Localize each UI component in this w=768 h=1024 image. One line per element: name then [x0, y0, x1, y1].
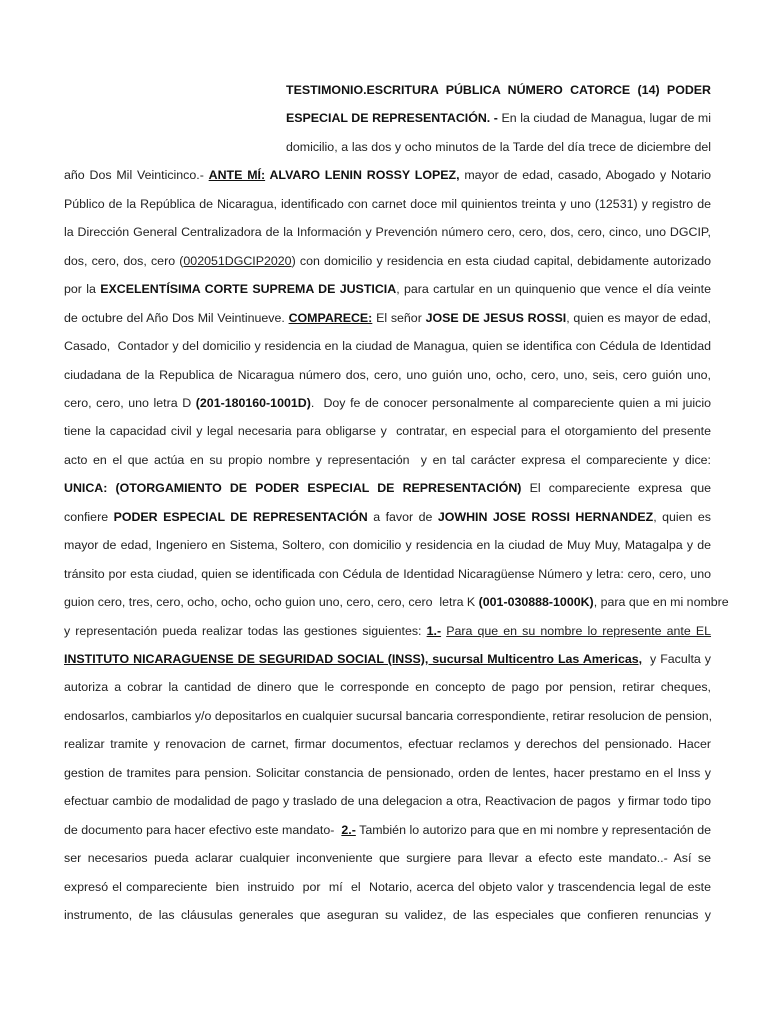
body-text: ciudadana de la Republica de Nicaragua número dos, cero, uno guión uno, ocho, cero, uno, seis, cero guión uno, — [64, 367, 711, 382]
bold-text: 2.- — [341, 822, 356, 837]
body-text: , para cartular en un quinquenio que vence el día veinte — [396, 282, 712, 297]
document-line — [64, 734, 711, 754]
document-line — [64, 251, 711, 271]
bold-text: INSTITUTO NICARAGUENSE DE SEGURIDAD SOCIAL (INSS), sucursal Multicentro Las Americas, — [64, 652, 643, 666]
body-text: año Dos Mil Veinticinco.- — [64, 168, 209, 183]
document-line — [64, 848, 711, 868]
document-line — [64, 706, 711, 726]
document-line — [64, 308, 711, 328]
document-line — [64, 791, 711, 811]
body-text: Para que en su nombre lo represente ante EL — [446, 623, 712, 638]
document-line — [64, 279, 711, 299]
body-text: instrumento, de las cláusulas generales que aseguran su validez, de las especiales que confieren renuncias y — [64, 908, 711, 923]
document-line — [64, 165, 711, 185]
document-line — [286, 137, 711, 157]
body-text: confiere — [64, 509, 114, 524]
body-text: expresó el compareciente bien instruido por mí el Notario, acerca del objeto valor y trascendencia legal de este — [64, 879, 711, 894]
bold-text: JOWHIN JOSE ROSSI HERNANDEZ — [437, 509, 654, 524]
bold-text: ANTE MÍ: — [208, 168, 266, 183]
body-text: gestion de tramites para pension. Solicitar constancia de pensionado, orden de lentes, hacer prestamo en el Inss y — [64, 765, 711, 780]
body-text: la Dirección General Centralizadora de la Información y Prevención número cero, cero, dos, cero, cinco, uno DGCIP, — [64, 225, 711, 240]
body-text: 002051DGCIP2020 — [183, 253, 292, 268]
body-text: , quien es — [653, 509, 712, 524]
body-text: tiene la capacidad civil y legal necesaria para obligarse y contratar, en especial para el otorgamiento del presente — [64, 424, 711, 439]
body-text: y Faculta y — [642, 652, 711, 666]
body-text: También lo autorizo para que en mi nombre y representación de — [355, 822, 711, 837]
body-text: guion cero, tres, cero, ocho, ocho, ocho guion uno, cero, cero, cero letra K — [64, 595, 479, 610]
body-text: efectuar cambio de modalidad de pago y traslado de una delegacion a otra, Reactivacion de pagos y firmar todo tipo — [64, 794, 711, 809]
body-text: autoriza a cobrar la cantidad de dinero que le corresponde en concepto de pago por pension, retirar cheques, — [64, 680, 711, 695]
body-text: de documento para hacer efectivo este mandato- — [64, 822, 342, 837]
bold-text: (201-180160-1001D) — [195, 395, 311, 410]
bold-text: (001-030888-1000K) — [478, 595, 594, 610]
document-line — [64, 478, 711, 498]
document-line — [64, 877, 711, 897]
document-line — [64, 649, 711, 669]
document-line — [64, 421, 711, 441]
body-text: ) con domicilio y residencia en esta ciudad capital, debidamente autorizado — [291, 253, 711, 268]
body-text: domicilio, a las dos y ocho minutos de la Tarde del día trece de diciembre del — [286, 139, 711, 154]
body-text: a favor de — [367, 509, 438, 524]
document-line — [64, 763, 711, 783]
document-line — [64, 621, 711, 641]
body-text: El compareciente expresa que — [521, 481, 711, 496]
document-line — [64, 564, 711, 584]
document-line — [64, 820, 711, 840]
bold-text: ESPECIAL DE REPRESENTACIÓN. - — [286, 111, 498, 126]
bold-text: UNICA: (OTORGAMIENTO DE PODER ESPECIAL DE REPRESENTACIÓN) — [64, 481, 522, 496]
document-line — [64, 905, 711, 925]
body-text: y representación pueda realizar todas las gestiones siguientes: — [64, 623, 427, 638]
document-line — [64, 592, 729, 612]
document-line — [64, 677, 711, 697]
body-text: En la ciudad de Managua, lugar de mi — [497, 111, 711, 126]
body-text: por la — [64, 282, 101, 297]
body-text: , para que en mi nombre — [593, 595, 729, 610]
body-text: acto en el que actúa en su propio nombre y representación y en tal carácter expresa el compareciente y dice: — [64, 452, 711, 467]
document-line — [286, 108, 711, 128]
body-text: . Doy fe de conocer personalmente al compareciente quien a mi juicio — [310, 395, 711, 410]
document-line — [64, 535, 711, 555]
body-text: de octubre del Año Dos Mil Veintinueve. — [64, 310, 289, 325]
bold-text: 1.- — [426, 623, 442, 638]
document-line — [64, 450, 711, 470]
bold-text: EXCELENTÍSIMA CORTE SUPREMA DE JUSTICIA — [100, 282, 397, 297]
body-text: ser necesarios pueda aclarar cualquier inconveniente que surgiere para llevar a efecto este mandato..- Así se — [64, 851, 711, 866]
bold-text: ALVARO LENIN ROSSY LOPEZ, — [265, 168, 460, 183]
document-line — [286, 80, 711, 100]
bold-text: TESTIMONIO.ESCRITURA PÚBLICA NÚMERO CATORCE (14) PODER — [286, 83, 711, 97]
body-text: Casado, Contador y del domicilio y residencia en la ciudad de Managua, quien se identifica con Cédula de Identidad — [64, 339, 711, 354]
document-line — [64, 507, 711, 527]
body-text: tránsito por esta ciudad, quien se identificada con Cédula de Identidad Nicaragüense Número y letra: cero, cero, uno — [64, 566, 711, 581]
body-text: cero, cero, uno letra D — [64, 395, 196, 410]
bold-text: JOSE DE JESUS ROSSI — [425, 310, 567, 325]
body-text: mayor de edad, Ingeniero en Sistema, Soltero, con domicilio y residencia en la ciudad de Muy Muy, Matagalpa y de — [64, 538, 711, 553]
body-text: endosarlos, cambiarlos y/o depositarlos en cualquier sucursal bancaria correspondiente, retirar resolucion de pension, — [64, 708, 713, 723]
document-line — [64, 222, 711, 242]
body-text: dos, cero, dos, cero ( — [64, 253, 184, 268]
body-text: El señor — [372, 310, 426, 325]
bold-text: COMPARECE: — [288, 310, 373, 325]
bold-text: PODER ESPECIAL DE REPRESENTACIÓN — [113, 509, 368, 524]
document-line — [64, 194, 711, 214]
body-text: , quien es mayor de edad, — [566, 310, 712, 325]
document-line — [64, 393, 711, 413]
document-line — [64, 365, 711, 385]
body-text: Público de la República de Nicaragua, identificado con carnet doce mil quinientos treinta y uno (12531) y registro de — [64, 196, 711, 211]
body-text: mayor de edad, casado, Abogado y Notario — [459, 168, 711, 183]
body-text: realizar tramite y renovacion de carnet, firmar documentos, efectuar reclamos y derechos del pensionado. Hacer — [64, 737, 711, 752]
document-line — [64, 336, 711, 356]
